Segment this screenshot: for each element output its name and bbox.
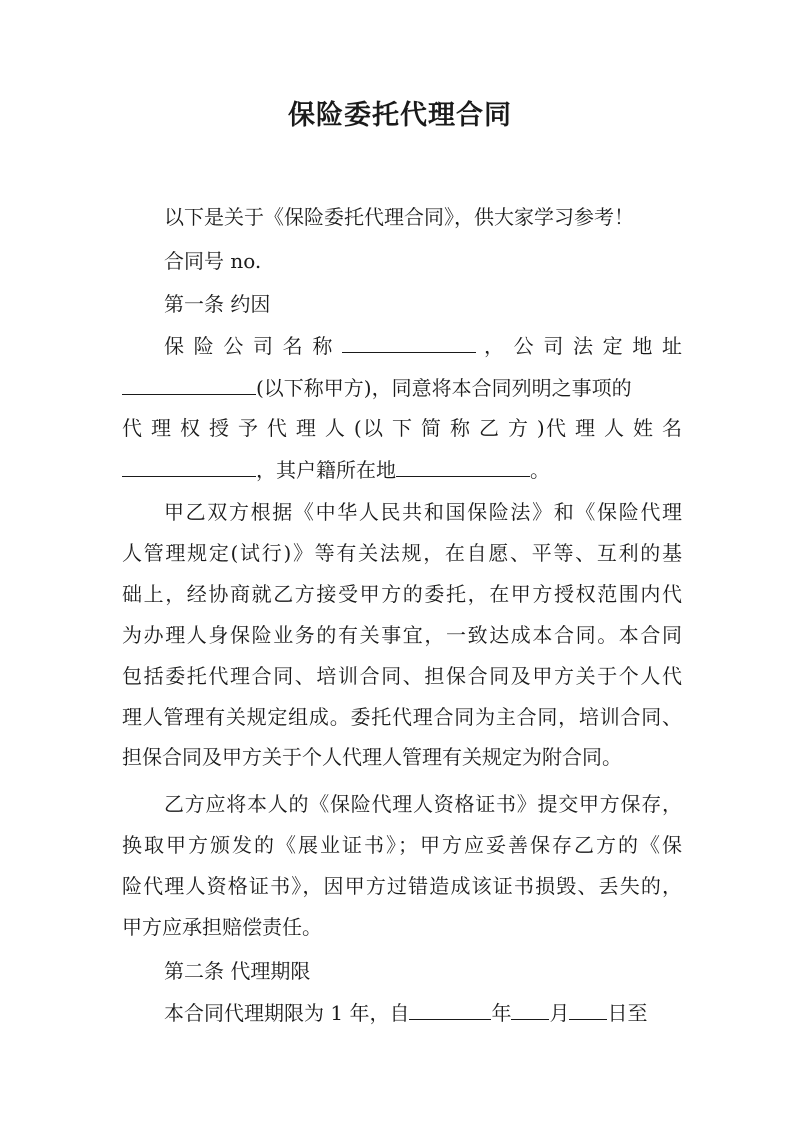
- paragraph-2-line-5: 包括委托代理合同、培训合同、担保合同及甲方关于个人代: [122, 664, 682, 688]
- text-segment: 月: [549, 1001, 570, 1025]
- text-segment: 年: [491, 1001, 512, 1025]
- paragraph-2-line-3: 础上，经协商就乙方接受甲方的委托，在甲方授权范围内代: [122, 582, 682, 606]
- paragraph-2-line-2: 人管理规定(试行)》等有关法规，在自愿、平等、互利的基: [122, 541, 682, 565]
- text-segment: 日至: [607, 1001, 648, 1025]
- paragraph-2-line-7: 担保合同及甲方关于个人代理人管理有关规定为附合同。: [122, 745, 622, 769]
- intro-line: 以下是关于《保险委托代理合同》，供大家学习参考！: [164, 205, 634, 229]
- blank-start-year[interactable]: [409, 1001, 491, 1020]
- article-2-heading: 第二条 代理期限: [164, 959, 311, 983]
- text-segment: 。: [530, 458, 550, 482]
- article-1-heading: 第一条 约因: [164, 292, 271, 316]
- blank-company-address[interactable]: [122, 376, 256, 395]
- blank-domicile[interactable]: [396, 458, 530, 477]
- paragraph-3-line-3: 险代理人资格证书》，因甲方过错造成该证书损毁、丢失的，: [122, 874, 682, 898]
- paragraph-2-line-4: 为办理人身保险业务的有关事宜，一致达成本合同。本合同: [122, 623, 682, 647]
- blank-start-month[interactable]: [511, 1001, 549, 1020]
- paragraph-1-line-2: [122, 375, 682, 401]
- paragraph-1-line-3: 代 理 权 授 予 代 理 人 (以 下 简 称 乙 方 )代 理 人 姓 名: [122, 416, 682, 440]
- paragraph-3-line-4: 甲方应承担赔偿责任。: [122, 915, 322, 939]
- text-segment: ， 公 司 法 定 地 址: [484, 334, 682, 358]
- paragraph-4-line-1: [122, 1000, 682, 1026]
- paragraph-3-line-2: 换取甲方颁发的《展业证书》；甲方应妥善保存乙方的《保: [122, 833, 682, 857]
- document-title: 保险委托代理合同: [288, 100, 512, 131]
- blank-start-day[interactable]: [569, 1001, 607, 1020]
- text-segment: (以下称甲方)，同意将本合同列明之事项的: [256, 376, 632, 400]
- contract-number: 合同号 no.: [164, 249, 262, 273]
- blank-agent-name[interactable]: [122, 458, 256, 477]
- paragraph-1-line-1: [122, 333, 682, 359]
- paragraph-3-line-1: 乙方应将本人的《保险代理人资格证书》提交甲方保存，: [164, 792, 682, 816]
- text-segment: 保 险 公 司 名 称: [164, 334, 334, 358]
- paragraph-1-line-4: [122, 457, 682, 483]
- blank-company-name[interactable]: [342, 334, 476, 353]
- text-segment: ，其户籍所在地: [256, 458, 396, 482]
- paragraph-2-line-1: 甲乙双方根据《中华人民共和国保险法》和《保险代理: [164, 500, 682, 524]
- text-segment: 本合同代理期限为 1 年，自: [164, 1001, 410, 1025]
- paragraph-2-line-6: 理人管理有关规定组成。委托代理合同为主合同，培训合同、: [122, 705, 682, 729]
